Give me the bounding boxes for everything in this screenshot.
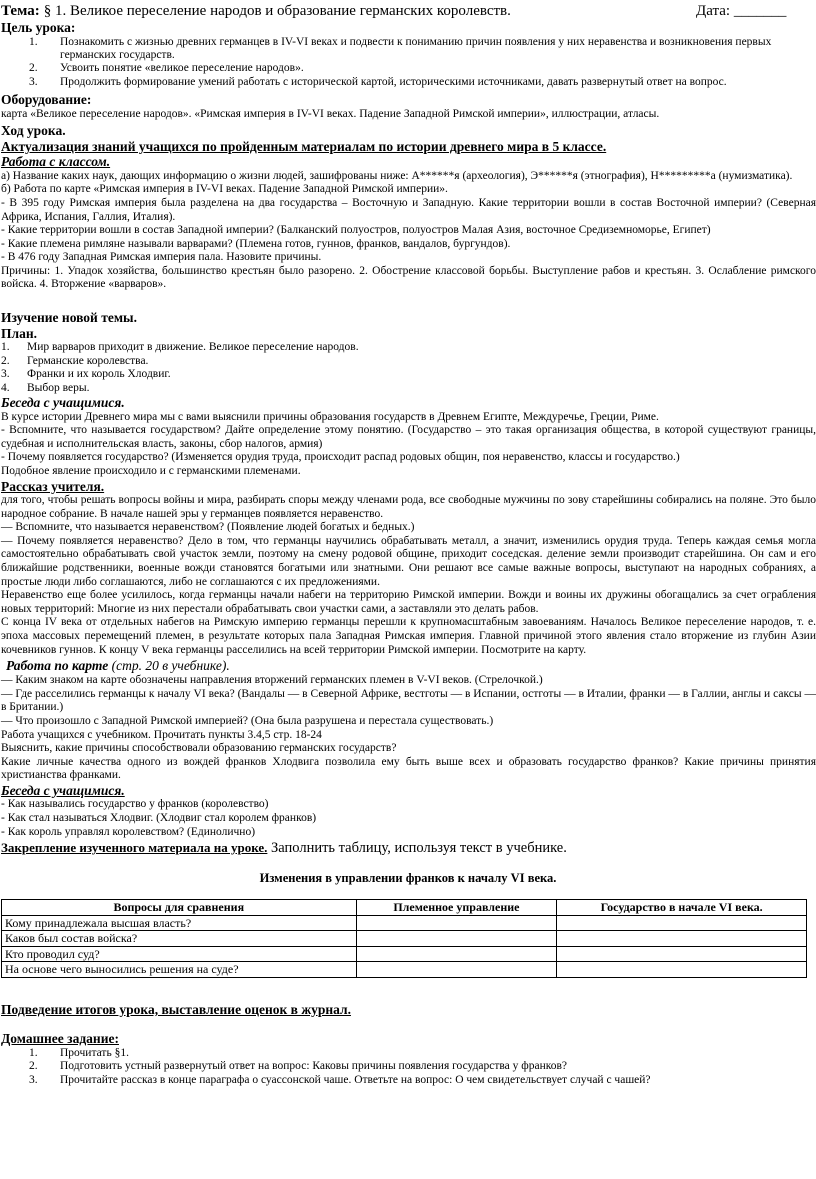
course-heading: Ход урока. bbox=[1, 123, 66, 139]
conversation1-heading: Беседа с учащимися. bbox=[1, 395, 125, 411]
course-line: - В 476 году Западная Римская империя пала. Назовите причины. bbox=[1, 251, 322, 264]
table-row bbox=[2, 962, 807, 978]
course-line: Причины: 1. Упадок хозяйства, большинство крестьян было разорено. 2. Обострение классовой борьбы. Выступление рабов и крестьян. 3. Ослабление римского войска. 4. Вторжение «варваров». bbox=[1, 264, 816, 291]
table-cell bbox=[356, 946, 557, 962]
summary-heading: Подведение итогов урока, выставление оценок в журнал. bbox=[1, 1001, 351, 1017]
plan-item: 4. Выбор веры. bbox=[1, 381, 90, 394]
homework-item: 1. Прочитать §1. bbox=[29, 1046, 129, 1059]
map-work-line: Выяснить, какие причины способствовали образованию германских государств? bbox=[1, 742, 397, 755]
equipment-text: карта «Великое переселение народов». «Римская империя в IV-VI веках. Падение Западной Римской империи», иллюстрации, атласы. bbox=[1, 107, 660, 120]
teacher-story-line: — Вспомните, что называется неравенством? (Появление людей богатых и бедных.) bbox=[1, 521, 415, 534]
conversation2-line: - Как король управлял королевством? (Единолично) bbox=[1, 825, 256, 838]
homework-heading: Домашнее задание: bbox=[1, 1031, 119, 1047]
plan-heading: План. bbox=[1, 325, 37, 341]
conversation1-line: - Вспомните, что называется государством? Дайте определение этому понятию. (Государство – это такая организация общества, в которой существуют границы, судебная и исполнительская власть, законы, сбор налогов, армия) bbox=[1, 424, 816, 450]
course-line: а) Название каких наук, дающих информацию о жизни людей, зашифрованы ниже: А******я (археология), Э******я (этнография), Н*********а (нумизматика). bbox=[1, 169, 793, 182]
new-topic-heading: Изучение новой темы. bbox=[1, 310, 137, 326]
table-cell bbox=[557, 915, 807, 931]
homework-item: 3. Прочитайте рассказ в конце параграфа о суассонской чаше. Ответьте на вопрос: О чем свидетельствует случай с чашей? bbox=[29, 1073, 651, 1086]
table-cell bbox=[557, 931, 807, 947]
table-cell bbox=[356, 931, 557, 947]
course-line: - Какие территории вошли в состав Западной империи? (Балканский полуостров, полуостров Малая Азия, восточное Средиземноморье, Египет) bbox=[1, 224, 711, 237]
table-cell bbox=[356, 915, 557, 931]
table-row bbox=[2, 931, 807, 947]
column-header: Вопросы для сравнения bbox=[2, 900, 357, 916]
table-cell bbox=[356, 962, 557, 978]
actualization-heading: Актуализация знаний учащихся по пройденным материалам по истории древнего мира в 5 классе. bbox=[1, 138, 607, 154]
plan-item: 3. Франки и их король Хлодвиг. bbox=[1, 368, 171, 381]
column-header: Племенное управление bbox=[356, 900, 557, 916]
conversation1-line: В курсе истории Древнего мира мы с вами выяснили причины образования государств в Древнем Египте, Междуречье, Греции, Риме. bbox=[1, 410, 659, 423]
comparison-table bbox=[1, 899, 807, 978]
conversation2-line: - Как назывались государство у франков (королевство) bbox=[1, 798, 269, 811]
table-row bbox=[2, 946, 807, 962]
table-row bbox=[2, 915, 807, 931]
table-cell: На основе чего выносились решения на суде? bbox=[2, 962, 357, 978]
plan-item: 2. Германские королевства. bbox=[1, 354, 149, 367]
conversation1-line: Подобное явление происходило и с германскими племенами. bbox=[1, 464, 301, 477]
conversation2-heading: Беседа с учащимися. bbox=[1, 782, 125, 798]
plan-item: 1. Мир варваров приходит в движение. Великое переселение народов. bbox=[1, 341, 359, 354]
map-work-line: — Где расселились германцы к началу VI века? (Вандалы — в Северной Африке, вестготы — в Испании, остготы — в Италии, франки — в Галлии, англы и саксы — в Британии.) bbox=[1, 687, 816, 714]
teacher-story-heading: Рассказ учителя. bbox=[1, 478, 105, 494]
course-line: б) Работа по карте «Римская империя в IV-VI веках. Падение Западной Римской империи». bbox=[1, 183, 448, 196]
conversation1-line: - Почему появляется государство? (Изменяется орудия труда, происходит распад родовых общин, поя неравенство, классы и государство.) bbox=[1, 451, 680, 464]
conversation2-line: - Как стал называться Хлодвиг. (Хлодвиг стал королем франков) bbox=[1, 812, 317, 824]
course-line: - Какие племена римляне называли варварами? (Племена готов, гуннов, франков, вандалов, бургундов). bbox=[1, 237, 511, 250]
table-cell bbox=[557, 962, 807, 978]
homework-item: 2. Подготовить устный развернутый ответ на вопрос: Каковы причины появления государства у франков? bbox=[29, 1060, 568, 1073]
topic-label: Тема: bbox=[1, 3, 40, 19]
table-header-row bbox=[2, 900, 807, 916]
teacher-story-line: Неравенство еще более усилилось, когда германцы начали набеги на территорию Римской империи. Вожди и воины их дружины обогащались за счет ограбления новых территорий: Многие из них перестали обрабатывать свои участки сами, а заставляли это делать рабов. bbox=[1, 589, 816, 615]
goal-item: 2. Усвоить понятие «великое переселение народов». bbox=[29, 62, 304, 75]
teacher-story-line: для того, чтобы решать вопросы войны и мира, разбирать споры между членами рода, все свободные мужчины по зову старейшины собирались на поляне. Это было народное собрание. В начале нашей эры у германцев появляется неравенство. bbox=[1, 494, 816, 520]
class-work-heading: Работа с классом. bbox=[1, 154, 111, 170]
topic-line bbox=[0, 2, 816, 20]
column-header: Государство в начале VI века. bbox=[557, 900, 807, 916]
course-line: - В 395 году Римская империя была разделена на два государства – Восточную и Западную. Какие территории вошли в состав Восточной империи? (Северная Африка, Испания, Галлия, Италия). bbox=[1, 196, 816, 223]
map-work-heading: Работа по карте (стр. 20 в учебнике). bbox=[6, 658, 230, 674]
date-field: Дата: _______ bbox=[696, 3, 787, 19]
table-cell: Кто проводил суд? bbox=[2, 946, 357, 962]
goal-item: 1. Познакомить с жизнью древних германцев в IV-VI веках и подвести к пониманию причин появления у них неравенства и возникновения первых германских государств. bbox=[29, 35, 772, 61]
topic-title: § 1. Великое переселение народов и образование германских королевств. bbox=[43, 3, 511, 19]
table-cell: Кому принадлежала высшая власть? bbox=[2, 915, 357, 931]
table-title: Изменения в управлении франков к началу VI века. bbox=[259, 871, 557, 886]
teacher-story-line: С конца IV века от отдельных набегов на Римскую империю германцы перешли к крупномасштабным завоеваниям. Началось Великое переселение народов, т. е. эпоха массовых перемещений племен, в результате которых пала Западная Римская империя. Главной причиной этого явления стало вторжение из глубин Азии кочевников гуннов. К концу V века германцы расселились на всей территории Римской империи. Посмотрите на карту. bbox=[1, 616, 816, 656]
goals-heading: Цель урока: bbox=[1, 20, 76, 35]
table-cell bbox=[557, 946, 807, 962]
consolidation-line: Закрепление изученного материала на уроке. Заполнить таблицу, используя текст в учебнике. bbox=[1, 840, 567, 857]
map-work-line: Какие личные качества одного из вождей франков Хлодвига позволила ему быть выше всех и образовать государство франков? Какие причины принятия христианства франками. bbox=[1, 755, 816, 782]
map-work-line: Работа учащихся с учебником. Прочитать пункты 3.4,5 стр. 18-24 bbox=[1, 728, 322, 741]
equipment-heading: Оборудование: bbox=[1, 92, 92, 108]
map-work-line: — Каким знаком на карте обозначены направления вторжений германских племен в V-VI веков. (Стрелочкой.) bbox=[1, 674, 543, 687]
map-work-line: — Что произошло с Западной Римской империей? (Она была разрушена и перестала существовать.) bbox=[1, 714, 494, 727]
goal-item: 3. Продолжить формирование умений работать с исторической картой, историческими источниками, давать развернутый ответ на вопрос. bbox=[29, 75, 727, 88]
teacher-story-line: — Почему появляется неравенство? Дело в том, что германцы научились обрабатывать металл, а значит, изменились орудия труда. Теперь каждая семья могла самостоятельно обрабатывать свой участок земли, поэтому на смену родовой общине, приходит соседская. деление земли производит старейшина. Он сам и его ближайшие родственники, военные вожди становятся богатыми или знатными. Они решают все самые важные вопросы, выступают на народных собраниях, а простые люди либо соглашаются, либо не соглашаются с их предложениями. bbox=[1, 534, 816, 588]
table-cell: Каков был состав войска? bbox=[2, 931, 357, 947]
